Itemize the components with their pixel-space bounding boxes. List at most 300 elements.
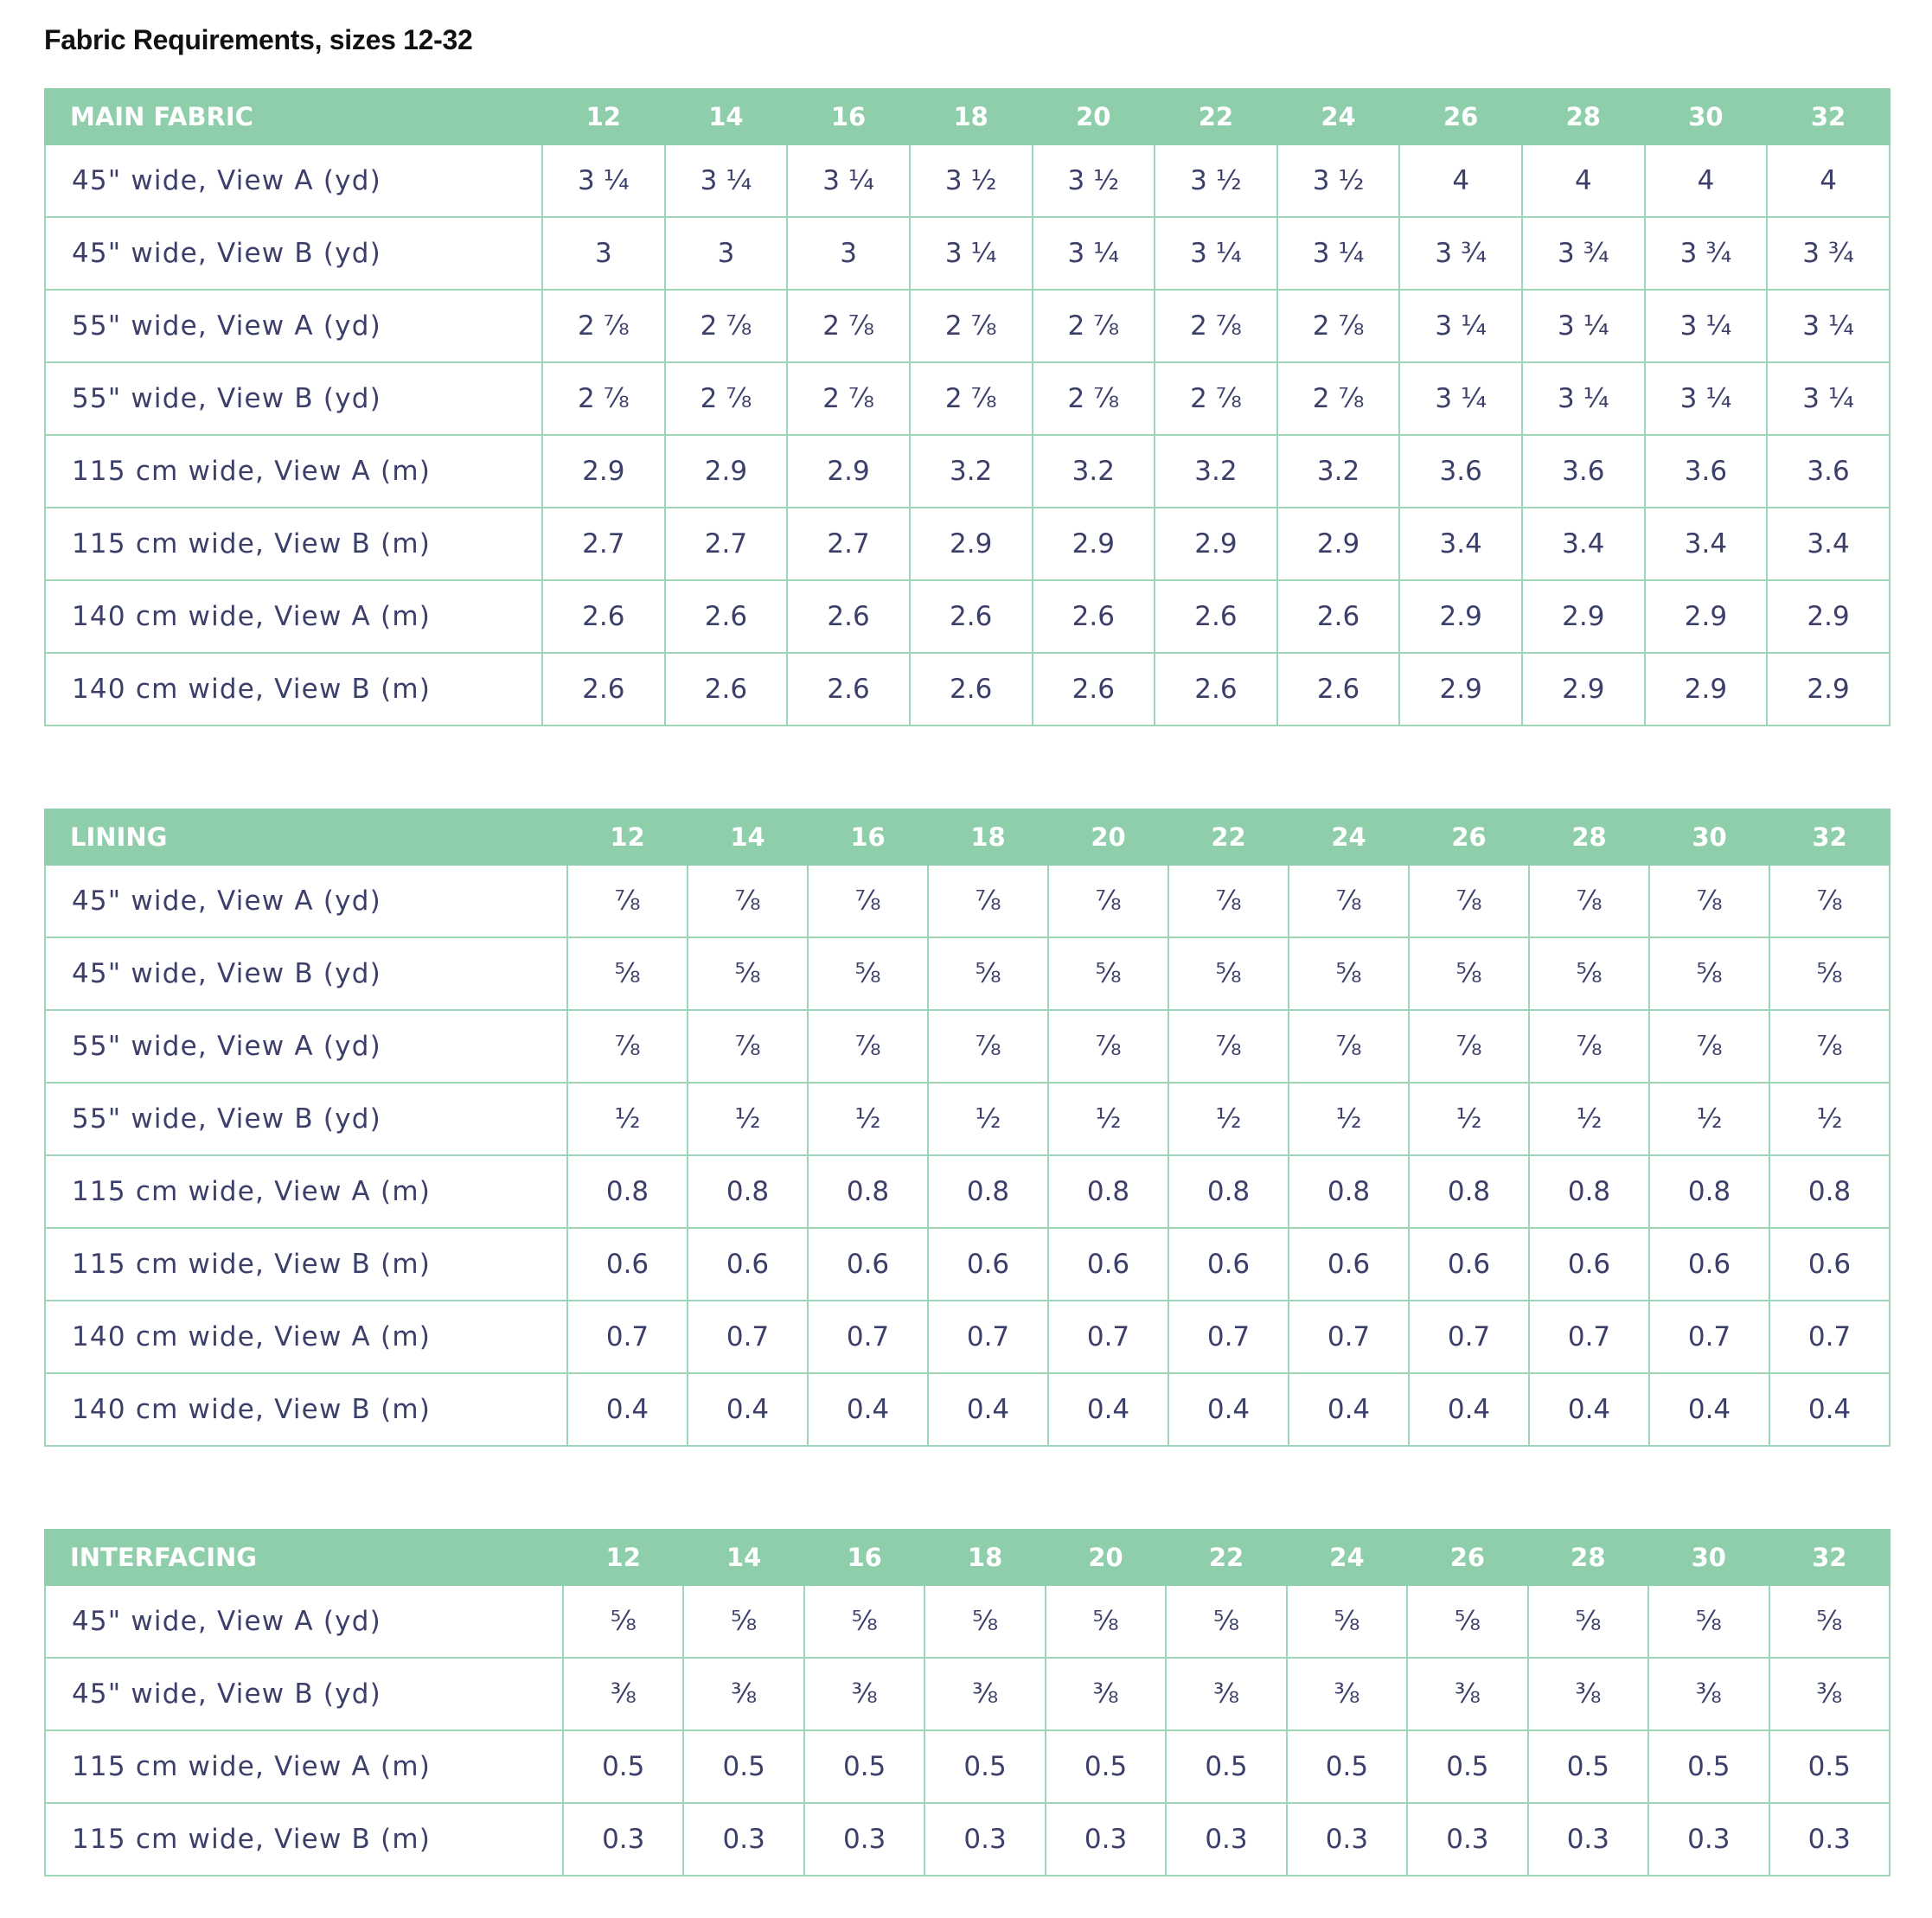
size-header-16: 16 <box>804 1530 924 1585</box>
table-cell: 0.5 <box>1528 1730 1648 1803</box>
table-cell: ½ <box>928 1083 1048 1155</box>
table-cell: 3 <box>787 217 910 290</box>
table-cell: 2 ⅞ <box>665 362 788 435</box>
size-header-26: 26 <box>1409 809 1529 865</box>
table-cell: ⅞ <box>808 1010 928 1083</box>
table-cell: ⅞ <box>1048 865 1168 937</box>
table-cell: 0.3 <box>1046 1803 1166 1876</box>
table-cell: 0.7 <box>567 1301 688 1373</box>
table-cell: 3.2 <box>1277 435 1400 508</box>
table-cell: 3 ¾ <box>1399 217 1522 290</box>
table-cell: 0.6 <box>1048 1228 1168 1301</box>
table-cell: 0.8 <box>1769 1155 1890 1228</box>
table-cell: 0.4 <box>1048 1373 1168 1446</box>
table-cell: ⅞ <box>808 865 928 937</box>
interfacing-table <box>44 1529 1890 1876</box>
size-header-32: 32 <box>1769 809 1890 865</box>
table-row <box>45 1301 1890 1373</box>
table-cell: 0.6 <box>1529 1228 1649 1301</box>
table-cell: ⅞ <box>1048 1010 1168 1083</box>
table-cell: ⅞ <box>1529 1010 1649 1083</box>
table-cell: ⅝ <box>1289 937 1409 1010</box>
table-cell: 0.8 <box>1048 1155 1168 1228</box>
table-cell: 2 ⅞ <box>542 290 665 362</box>
table-row <box>45 435 1890 508</box>
section-heading: MAIN FABRIC <box>45 89 542 144</box>
table-cell: 0.8 <box>1289 1155 1409 1228</box>
table-cell: 0.4 <box>688 1373 808 1446</box>
table-cell: 0.5 <box>1648 1730 1769 1803</box>
size-header-18: 18 <box>910 89 1033 144</box>
row-label: 45" wide, View A (yd) <box>45 865 567 937</box>
table-cell: 0.3 <box>1769 1803 1890 1876</box>
table-cell: 0.4 <box>1409 1373 1529 1446</box>
table-cell: 0.6 <box>808 1228 928 1301</box>
table-cell: 0.3 <box>924 1803 1045 1876</box>
table-cell: 0.4 <box>1769 1373 1890 1446</box>
table-cell: 2.6 <box>665 653 788 726</box>
size-header-30: 30 <box>1645 89 1768 144</box>
table-cell: ⅞ <box>1409 1010 1529 1083</box>
table-row <box>45 653 1890 726</box>
size-header-32: 32 <box>1767 89 1890 144</box>
table-cell: 0.6 <box>928 1228 1048 1301</box>
table-cell: 2.6 <box>1155 580 1277 653</box>
section-heading: LINING <box>45 809 567 865</box>
table-cell: 3 <box>665 217 788 290</box>
size-header-22: 22 <box>1168 809 1289 865</box>
table-cell: 3 ¼ <box>1033 217 1155 290</box>
size-header-20: 20 <box>1033 89 1155 144</box>
size-header-14: 14 <box>683 1530 803 1585</box>
table-cell: 3 ¼ <box>1522 362 1645 435</box>
table-cell: ⅜ <box>1769 1658 1890 1730</box>
table-cell: ⅝ <box>1649 937 1769 1010</box>
table-row <box>45 1155 1890 1228</box>
size-header-28: 28 <box>1522 89 1645 144</box>
size-header-26: 26 <box>1399 89 1522 144</box>
row-label: 45" wide, View B (yd) <box>45 217 542 290</box>
table-cell: 0.3 <box>804 1803 924 1876</box>
table-cell: 2.9 <box>910 508 1033 580</box>
table-cell: ½ <box>1529 1083 1649 1155</box>
table-cell: 0.5 <box>683 1730 803 1803</box>
table-cell: 0.7 <box>1769 1301 1890 1373</box>
table-cell: 3 ½ <box>1277 144 1400 217</box>
table-cell: 0.5 <box>1287 1730 1407 1803</box>
table-cell: ⅝ <box>1046 1585 1166 1658</box>
row-label: 140 cm wide, View B (m) <box>45 1373 567 1446</box>
table-cell: ⅝ <box>688 937 808 1010</box>
table-cell: ⅝ <box>563 1585 683 1658</box>
size-header-16: 16 <box>808 809 928 865</box>
lining-table <box>44 809 1890 1447</box>
table-row <box>45 1658 1890 1730</box>
table-cell: 0.7 <box>688 1301 808 1373</box>
row-label: 115 cm wide, View B (m) <box>45 1803 563 1876</box>
table-cell: 0.7 <box>928 1301 1048 1373</box>
table-cell: 2.6 <box>1155 653 1277 726</box>
table-cell: 0.3 <box>1287 1803 1407 1876</box>
table-cell: ⅜ <box>1287 1658 1407 1730</box>
size-header-30: 30 <box>1648 1530 1769 1585</box>
table-cell: 0.8 <box>567 1155 688 1228</box>
row-label: 55" wide, View A (yd) <box>45 1010 567 1083</box>
table-cell: ⅝ <box>1407 1585 1527 1658</box>
table-cell: ⅞ <box>928 1010 1048 1083</box>
row-label: 140 cm wide, View A (m) <box>45 1301 567 1373</box>
row-label: 45" wide, View A (yd) <box>45 144 542 217</box>
row-label: 45" wide, View B (yd) <box>45 937 567 1010</box>
table-cell: ⅝ <box>1528 1585 1648 1658</box>
table-cell: 2.9 <box>1033 508 1155 580</box>
size-header-18: 18 <box>928 809 1048 865</box>
table-cell: 2.6 <box>542 653 665 726</box>
table-cell: 2 ⅞ <box>1277 362 1400 435</box>
table-cell: 3 <box>542 217 665 290</box>
table-cell: 2.6 <box>1033 580 1155 653</box>
table-cell: 3.6 <box>1522 435 1645 508</box>
table-cell: 3.4 <box>1522 508 1645 580</box>
row-label: 115 cm wide, View B (m) <box>45 1228 567 1301</box>
table-cell: ⅞ <box>1769 865 1890 937</box>
table-cell: 0.4 <box>928 1373 1048 1446</box>
size-header-22: 22 <box>1155 89 1277 144</box>
table-cell: ⅞ <box>1649 1010 1769 1083</box>
table-cell: ⅝ <box>1769 937 1890 1010</box>
table-cell: 2 ⅞ <box>787 362 910 435</box>
table-cell: 3 ¼ <box>1155 217 1277 290</box>
table-cell: 2.9 <box>542 435 665 508</box>
table-cell: 3 ¾ <box>1645 217 1768 290</box>
table-cell: 2.6 <box>665 580 788 653</box>
size-header-24: 24 <box>1277 89 1400 144</box>
table-cell: 3.6 <box>1645 435 1768 508</box>
table-row <box>45 1585 1890 1658</box>
table-cell: ½ <box>1048 1083 1168 1155</box>
size-header-30: 30 <box>1649 809 1769 865</box>
table-cell: 3 ¼ <box>542 144 665 217</box>
table-cell: ⅞ <box>1168 865 1289 937</box>
table-cell: ⅜ <box>1046 1658 1166 1730</box>
table-cell: ½ <box>567 1083 688 1155</box>
page-title: Fabric Requirements, sizes 12-32 <box>44 24 473 55</box>
table-cell: 0.7 <box>808 1301 928 1373</box>
table-cell: ⅝ <box>924 1585 1045 1658</box>
table-cell: 0.6 <box>1289 1228 1409 1301</box>
size-header-20: 20 <box>1048 809 1168 865</box>
row-label: 115 cm wide, View A (m) <box>45 435 542 508</box>
table-row <box>45 1373 1890 1446</box>
table-cell: 0.8 <box>1529 1155 1649 1228</box>
row-label: 140 cm wide, View B (m) <box>45 653 542 726</box>
table-cell: ½ <box>688 1083 808 1155</box>
table-cell: 4 <box>1767 144 1890 217</box>
size-header-26: 26 <box>1407 1530 1527 1585</box>
table-cell: 0.6 <box>688 1228 808 1301</box>
size-header-24: 24 <box>1289 809 1409 865</box>
table-cell: 2.6 <box>1033 653 1155 726</box>
table-cell: 0.7 <box>1409 1301 1529 1373</box>
row-label: 115 cm wide, View A (m) <box>45 1730 563 1803</box>
table-cell: 3 ¼ <box>665 144 788 217</box>
table-row <box>45 508 1890 580</box>
table-cell: 0.5 <box>1046 1730 1166 1803</box>
table-cell: 0.4 <box>1529 1373 1649 1446</box>
table-row <box>45 865 1890 937</box>
table-cell: ⅝ <box>1048 937 1168 1010</box>
table-cell: 0.5 <box>1166 1730 1286 1803</box>
table-cell: 0.8 <box>1409 1155 1529 1228</box>
table-row <box>45 1803 1890 1876</box>
table-cell: 0.6 <box>567 1228 688 1301</box>
table-cell: 3 ¼ <box>1277 217 1400 290</box>
table-cell: ½ <box>1409 1083 1529 1155</box>
size-header-12: 12 <box>563 1530 683 1585</box>
table-cell: 3 ¼ <box>1645 290 1768 362</box>
table-cell: ⅜ <box>1648 1658 1769 1730</box>
table-cell: ⅝ <box>1168 937 1289 1010</box>
table-cell: ⅝ <box>1529 937 1649 1010</box>
table-cell: ⅞ <box>1289 1010 1409 1083</box>
table-cell: 0.7 <box>1529 1301 1649 1373</box>
table-cell: 2 ⅞ <box>1277 290 1400 362</box>
size-header-24: 24 <box>1287 1530 1407 1585</box>
table-cell: 2.9 <box>1645 653 1768 726</box>
size-header-18: 18 <box>924 1530 1045 1585</box>
table-cell: 0.6 <box>1168 1228 1289 1301</box>
table-row <box>45 144 1890 217</box>
table-cell: 0.8 <box>1649 1155 1769 1228</box>
table-cell: 0.3 <box>1648 1803 1769 1876</box>
table-cell: 4 <box>1522 144 1645 217</box>
table-cell: ⅝ <box>567 937 688 1010</box>
table-cell: ⅜ <box>1528 1658 1648 1730</box>
table-cell: 2 ⅞ <box>542 362 665 435</box>
table-cell: 3 ¼ <box>1767 362 1890 435</box>
table-cell: ⅜ <box>683 1658 803 1730</box>
table-cell: ⅝ <box>1409 937 1529 1010</box>
table-cell: ⅝ <box>683 1585 803 1658</box>
table-cell: 0.3 <box>1166 1803 1286 1876</box>
table-cell: ½ <box>1168 1083 1289 1155</box>
table-cell: 0.7 <box>1649 1301 1769 1373</box>
size-header-16: 16 <box>787 89 910 144</box>
size-header-14: 14 <box>688 809 808 865</box>
main-fabric-table <box>44 88 1890 726</box>
row-label: 140 cm wide, View A (m) <box>45 580 542 653</box>
row-label: 45" wide, View B (yd) <box>45 1658 563 1730</box>
table-cell: ½ <box>1769 1083 1890 1155</box>
table-cell: 3 ¼ <box>1399 362 1522 435</box>
table-cell: 2.9 <box>787 435 910 508</box>
table-cell: 3.6 <box>1767 435 1890 508</box>
table-cell: 2.9 <box>1522 653 1645 726</box>
table-cell: 0.4 <box>1289 1373 1409 1446</box>
size-header-12: 12 <box>542 89 665 144</box>
table-cell: 2.6 <box>910 580 1033 653</box>
table-cell: 0.6 <box>1409 1228 1529 1301</box>
table-cell: 2.9 <box>1767 580 1890 653</box>
table-cell: 2.9 <box>1767 653 1890 726</box>
size-header-28: 28 <box>1528 1530 1648 1585</box>
table-cell: 0.5 <box>804 1730 924 1803</box>
table-cell: 2.6 <box>1277 580 1400 653</box>
table-cell: ⅞ <box>1289 865 1409 937</box>
table-cell: 3 ¼ <box>1767 290 1890 362</box>
table-cell: 0.7 <box>1048 1301 1168 1373</box>
table-cell: 0.8 <box>928 1155 1048 1228</box>
size-header-28: 28 <box>1529 809 1649 865</box>
table-cell: 0.7 <box>1289 1301 1409 1373</box>
table-cell: ⅜ <box>563 1658 683 1730</box>
table-cell: 3.2 <box>1033 435 1155 508</box>
table-cell: 3 ¼ <box>1522 290 1645 362</box>
table-cell: 3.4 <box>1645 508 1768 580</box>
table-cell: 2.6 <box>910 653 1033 726</box>
table-cell: 2.7 <box>665 508 788 580</box>
table-cell: ⅝ <box>808 937 928 1010</box>
table-cell: 2.9 <box>1399 653 1522 726</box>
table-row <box>45 580 1890 653</box>
table-cell: 3 ¼ <box>910 217 1033 290</box>
table-cell: 4 <box>1399 144 1522 217</box>
table-cell: 3 ¾ <box>1767 217 1890 290</box>
row-label: 45" wide, View A (yd) <box>45 1585 563 1658</box>
table-cell: 2 ⅞ <box>1033 290 1155 362</box>
table-cell: ½ <box>808 1083 928 1155</box>
table-cell: 2.9 <box>1522 580 1645 653</box>
table-row <box>45 1730 1890 1803</box>
table-cell: 0.5 <box>1769 1730 1890 1803</box>
table-cell: ½ <box>1649 1083 1769 1155</box>
table-cell: 0.7 <box>1168 1301 1289 1373</box>
table-cell: 3 ½ <box>1033 144 1155 217</box>
row-label: 115 cm wide, View A (m) <box>45 1155 567 1228</box>
table-header-row <box>45 89 1890 144</box>
table-cell: 3 ¼ <box>787 144 910 217</box>
table-row <box>45 1228 1890 1301</box>
row-label: 55" wide, View B (yd) <box>45 1083 567 1155</box>
table-cell: 2.7 <box>787 508 910 580</box>
table-cell: 2.6 <box>1277 653 1400 726</box>
table-cell: 3.6 <box>1399 435 1522 508</box>
size-header-20: 20 <box>1046 1530 1166 1585</box>
table-cell: 0.5 <box>1407 1730 1527 1803</box>
table-cell: ⅞ <box>1168 1010 1289 1083</box>
table-row <box>45 217 1890 290</box>
table-cell: ⅞ <box>688 865 808 937</box>
table-cell: 3 ½ <box>1155 144 1277 217</box>
table-header-row <box>45 809 1890 865</box>
table-cell: 2 ⅞ <box>787 290 910 362</box>
table-row <box>45 1010 1890 1083</box>
table-cell: 2 ⅞ <box>1033 362 1155 435</box>
table-cell: ⅞ <box>567 1010 688 1083</box>
table-cell: 0.4 <box>808 1373 928 1446</box>
table-cell: ⅞ <box>1649 865 1769 937</box>
table-cell: 3.4 <box>1399 508 1522 580</box>
table-cell: 3 ¼ <box>1399 290 1522 362</box>
table-cell: 0.8 <box>688 1155 808 1228</box>
table-cell: 3.2 <box>1155 435 1277 508</box>
size-header-32: 32 <box>1769 1530 1890 1585</box>
table-cell: 3.4 <box>1767 508 1890 580</box>
table-cell: 0.8 <box>808 1155 928 1228</box>
section-heading: INTERFACING <box>45 1530 563 1585</box>
table-cell: 2 ⅞ <box>665 290 788 362</box>
table-cell: ⅝ <box>1166 1585 1286 1658</box>
table-cell: 0.4 <box>1168 1373 1289 1446</box>
table-cell: 2 ⅞ <box>910 290 1033 362</box>
table-cell: 0.5 <box>563 1730 683 1803</box>
table-cell: 3 ¾ <box>1522 217 1645 290</box>
table-cell: 0.3 <box>1528 1803 1648 1876</box>
table-cell: 3 ¼ <box>1645 362 1768 435</box>
table-cell: 2.9 <box>1399 580 1522 653</box>
table-cell: ⅝ <box>1648 1585 1769 1658</box>
table-cell: ⅞ <box>1409 865 1529 937</box>
table-cell: 2.7 <box>542 508 665 580</box>
table-cell: 2.6 <box>787 580 910 653</box>
table-cell: 2.9 <box>1645 580 1768 653</box>
table-cell: ⅝ <box>1287 1585 1407 1658</box>
table-cell: ⅜ <box>924 1658 1045 1730</box>
table-row <box>45 1083 1890 1155</box>
table-cell: ⅞ <box>688 1010 808 1083</box>
table-cell: 2.6 <box>787 653 910 726</box>
table-cell: 0.8 <box>1168 1155 1289 1228</box>
table-cell: 0.6 <box>1769 1228 1890 1301</box>
table-cell: ⅜ <box>804 1658 924 1730</box>
table-cell: 0.3 <box>563 1803 683 1876</box>
row-label: 55" wide, View A (yd) <box>45 290 542 362</box>
row-label: 55" wide, View B (yd) <box>45 362 542 435</box>
table-cell: 0.5 <box>924 1730 1045 1803</box>
table-row <box>45 290 1890 362</box>
table-cell: 3 ½ <box>910 144 1033 217</box>
table-cell: 2.6 <box>542 580 665 653</box>
table-row <box>45 937 1890 1010</box>
table-cell: ⅜ <box>1166 1658 1286 1730</box>
table-cell: ½ <box>1289 1083 1409 1155</box>
table-cell: 2.9 <box>1277 508 1400 580</box>
table-cell: ⅞ <box>928 865 1048 937</box>
table-cell: ⅞ <box>567 865 688 937</box>
size-header-22: 22 <box>1166 1530 1286 1585</box>
table-cell: ⅞ <box>1529 865 1649 937</box>
table-cell: 0.3 <box>1407 1803 1527 1876</box>
table-cell: ⅜ <box>1407 1658 1527 1730</box>
table-cell: ⅝ <box>928 937 1048 1010</box>
table-cell: ⅞ <box>1769 1010 1890 1083</box>
table-cell: 2.9 <box>665 435 788 508</box>
table-cell: 4 <box>1645 144 1768 217</box>
table-row <box>45 362 1890 435</box>
table-cell: ⅝ <box>1769 1585 1890 1658</box>
table-cell: 3.2 <box>910 435 1033 508</box>
table-cell: ⅝ <box>804 1585 924 1658</box>
table-cell: 0.4 <box>567 1373 688 1446</box>
table-cell: 2 ⅞ <box>1155 290 1277 362</box>
row-label: 115 cm wide, View B (m) <box>45 508 542 580</box>
table-header-row <box>45 1530 1890 1585</box>
table-cell: 0.3 <box>683 1803 803 1876</box>
table-cell: 0.6 <box>1649 1228 1769 1301</box>
table-cell: 2 ⅞ <box>1155 362 1277 435</box>
table-cell: 2 ⅞ <box>910 362 1033 435</box>
table-cell: 0.4 <box>1649 1373 1769 1446</box>
